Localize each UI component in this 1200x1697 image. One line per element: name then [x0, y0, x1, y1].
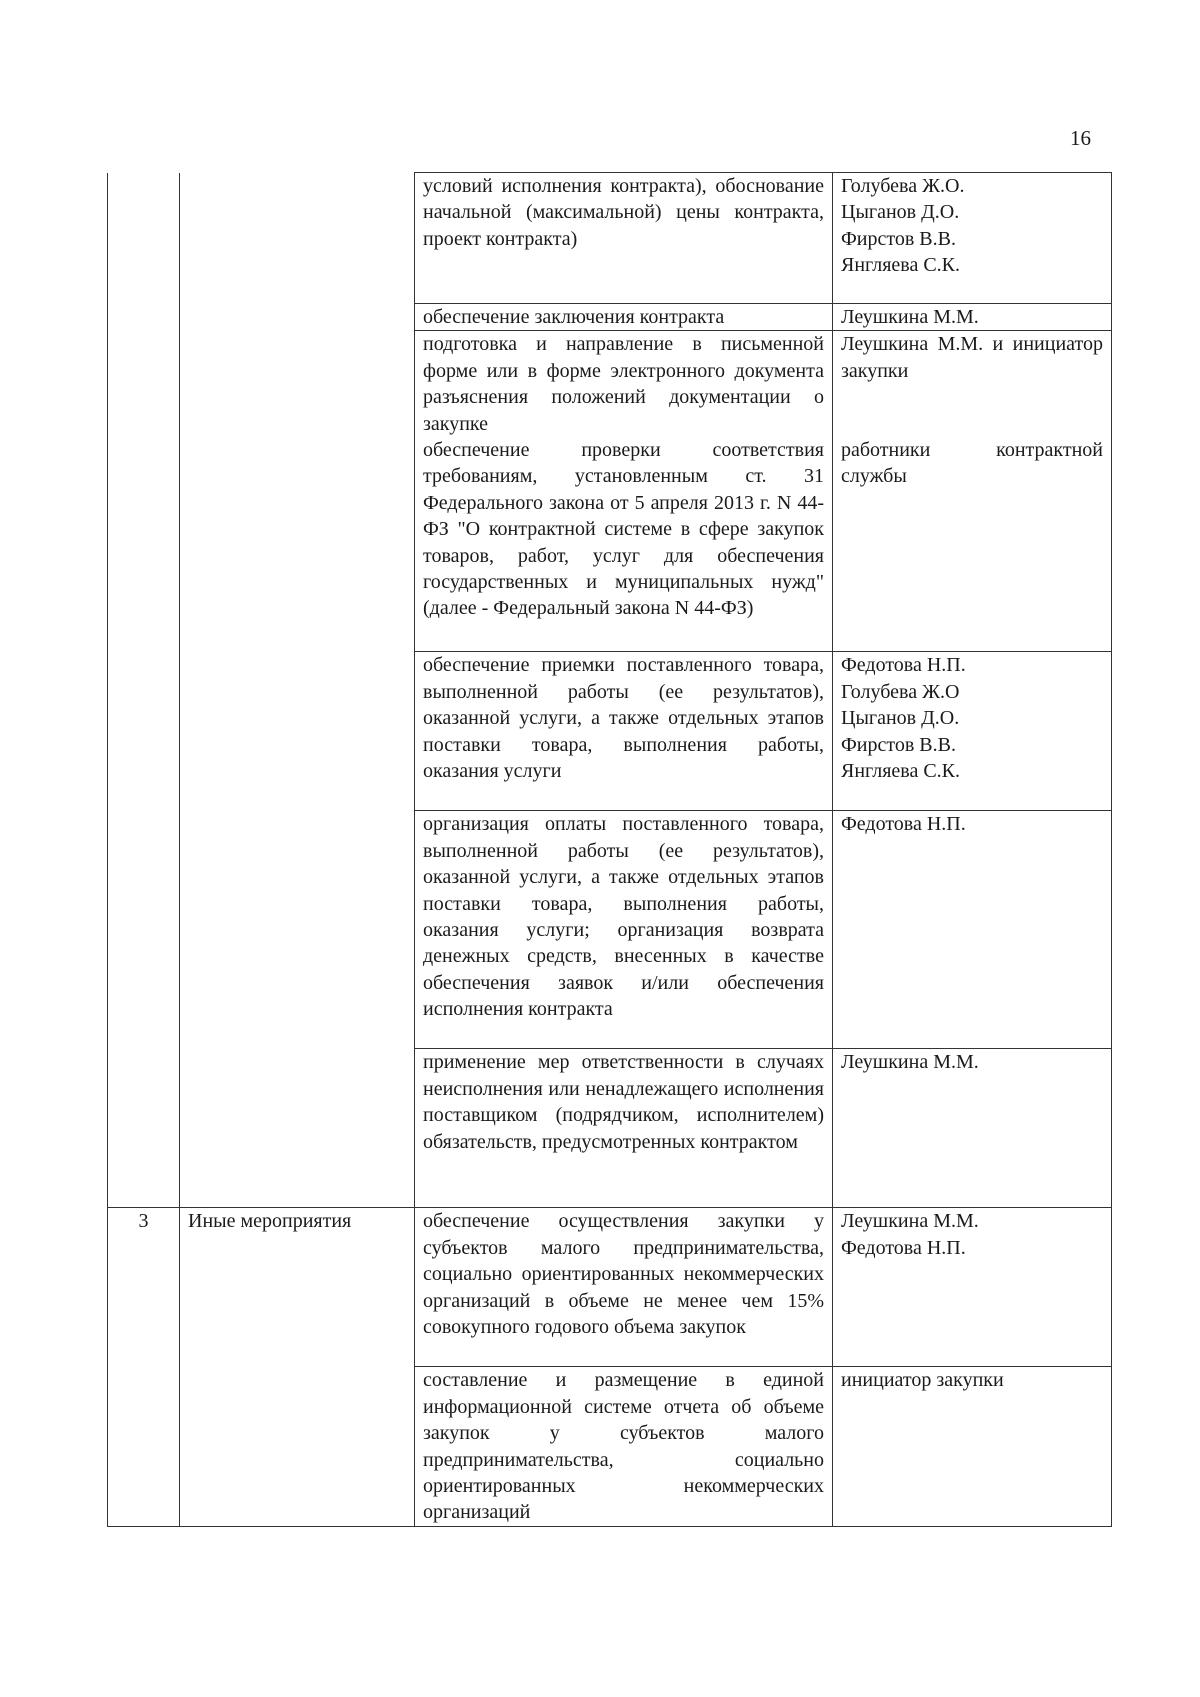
- responsibilities-table: [107, 172, 1112, 1527]
- responsible-person: Леушкина М.М.: [841, 1051, 979, 1074]
- section-cell: [180, 811, 415, 1049]
- num-cell: [108, 652, 180, 811]
- activity-cell: условий исполнения контракта), обоснование начальной (максимальной) цены контракта, проект контракта): [415, 173, 833, 304]
- section-cell: [180, 331, 415, 652]
- table-row: [108, 652, 1112, 811]
- responsible-person: Фирстов В.В.: [841, 227, 956, 250]
- responsible-person: Федотова Н.П.: [841, 654, 966, 677]
- responsible-cell: [833, 304, 1112, 331]
- responsible-person: Янгляева С.К.: [841, 254, 961, 277]
- responsible-cell: [833, 811, 1112, 1049]
- responsible-cell: [833, 331, 1112, 652]
- responsible-person: инициатор закупки: [841, 1369, 1004, 1392]
- num-cell: [108, 1049, 180, 1208]
- table-row: [108, 1049, 1112, 1208]
- activity-cell: обеспечение приемки поставленного товара, выполненной работы (ее результатов), оказанной услуги, а также отдельных этапов поставки товара, выполнения работы, оказания услуги: [415, 652, 833, 811]
- responsible-person: Леушкина М.М. и инициатор закупки: [841, 333, 1103, 382]
- responsible-cell: [833, 1208, 1112, 1367]
- responsible-cell: [833, 173, 1112, 304]
- row-number: 3: [108, 1208, 180, 1526]
- responsible-cell: [833, 1367, 1112, 1526]
- table-row: [108, 1208, 1112, 1367]
- responsible-person: Фирстов В.В.: [841, 733, 956, 756]
- activity-cell: обеспечение заключения контракта: [415, 304, 833, 331]
- section-cell: [180, 304, 415, 331]
- responsible-cell: [833, 1049, 1112, 1208]
- responsible-person: Федотова Н.П.: [841, 813, 966, 836]
- activity-text: подготовка и направление в письменной форме или в форме электронного документа разъяснения положений документации о закупке: [423, 333, 824, 435]
- responsible-person: Леушкина М.М.: [841, 306, 979, 328]
- table-row: [108, 304, 1112, 331]
- activity-text: обеспечение проверки соответствия требованиям, установленным ст. 31 Федерального закона от 5 апреля 2013 г. N 44-ФЗ "О контрактной системе в сфере закупок товаров, работ, услуг для обеспечения государственных и муниципальных нужд" (далее - Федеральный закона N 44-ФЗ): [423, 439, 824, 620]
- section-title: Иные мероприятия: [180, 1208, 415, 1526]
- table-row: [108, 331, 1112, 652]
- section-cell: [180, 1049, 415, 1208]
- section-cell: [180, 652, 415, 811]
- responsible-person: Леушкина М.М.: [841, 1210, 979, 1233]
- table-row: [108, 811, 1112, 1049]
- responsible-cell: [833, 652, 1112, 811]
- num-cell: [108, 811, 180, 1049]
- activity-cell: применение мер ответственности в случаях неисполнения или ненадлежащего исполнения поставщиком (подрядчиком, исполнителем) обязательств, предусмотренных контрактом: [415, 1049, 833, 1208]
- responsible-person: Цыганов Д.О.: [841, 707, 960, 730]
- num-cell: [108, 304, 180, 331]
- activity-cell: организация оплаты поставленного товара, выполненной работы (ее результатов), оказанной услуги, а также отдельных этапов поставки товара, выполнения работы, оказания услуги; организация возврата денежных средств, внесенных в качестве обеспечения заявок и/или обеспечения исполнения контракта: [415, 811, 833, 1049]
- responsible-person: Федотова Н.П.: [841, 1236, 966, 1259]
- responsible-person: Голубева Ж.О: [841, 680, 960, 703]
- responsible-person: Янгляева С.К.: [841, 760, 961, 783]
- table-row: [108, 173, 1112, 304]
- page-number: 16: [1070, 126, 1091, 150]
- num-cell: [108, 173, 180, 304]
- activity-cell: составление и размещение в единой информационной системе отчета об объеме закупок у субъектов малого предпринимательства, социально ориентированных некоммерческих организаций: [415, 1367, 833, 1526]
- responsible-person: Цыганов Д.О.: [841, 201, 960, 224]
- num-cell: [108, 331, 180, 652]
- activity-cell: [415, 331, 833, 652]
- activity-cell: обеспечение осуществления закупки у субъектов малого предпринимательства, социально ориентированных некоммерческих организаций в объеме не менее чем 15% совокупного годового объема закупок: [415, 1208, 833, 1367]
- responsible-person: работники контрактной службы: [841, 439, 1103, 488]
- section-cell: [180, 173, 415, 304]
- responsible-person: Голубева Ж.О.: [841, 175, 965, 197]
